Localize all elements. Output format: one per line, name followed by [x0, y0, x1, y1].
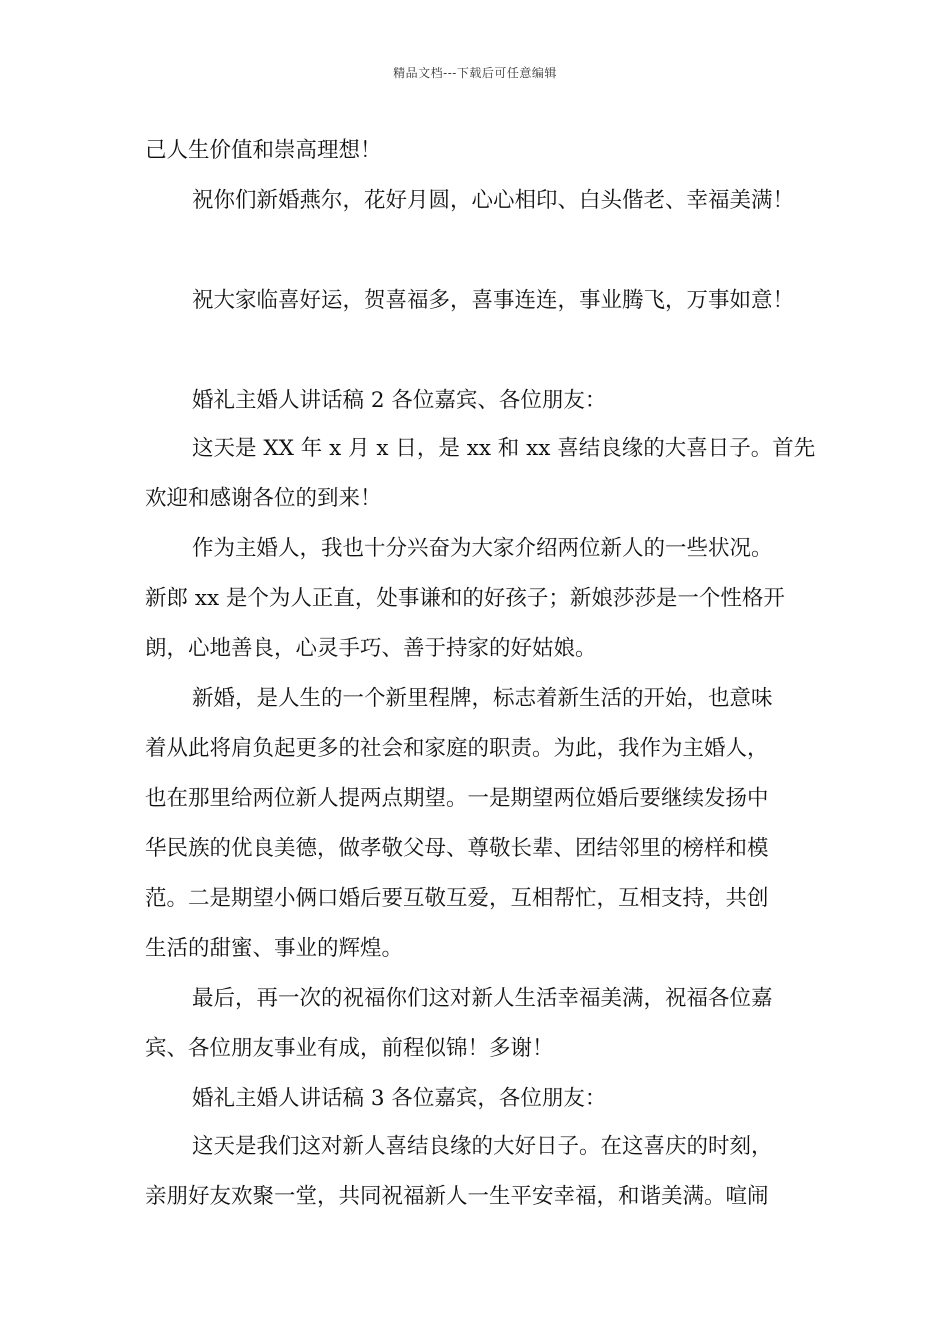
text-line-12: 也在那里给两位新人提两点期望。一是期望两位婚后要继续发扬中 [145, 786, 769, 811]
text-line-2: 祝你们新婚燕尔，花好月圆，心心相印、白头偕老、幸福美满！ [192, 188, 795, 213]
text-line-20: 亲朋好友欢聚一堂，共同祝福新人一生平安幸福，和谐美满。喧闹 [145, 1184, 769, 1209]
text-line-9: 朗，心地善良，心灵手巧、善于持家的好姑娘。 [145, 636, 597, 661]
text-line-14: 范。二是期望小俩口婚后要互敬互爱，互相帮忙，互相支持，共创 [145, 886, 769, 911]
text-line-8: 新郎 xx 是个为人正直，处事谦和的好孩子；新娘莎莎是一个性格开 [145, 586, 785, 611]
text-line-11: 着从此将肩负起更多的社会和家庭的职责。为此，我作为主婚人， [145, 736, 769, 761]
text-line-19: 这天是我们这对新人喜结良缘的大好日子。在这喜庆的时刻， [192, 1134, 773, 1159]
text-line-3: 祝大家临喜好运，贺喜福多，喜事连连，事业腾飞，万事如意！ [192, 288, 795, 313]
text-line-7: 作为主婚人，我也十分兴奋为大家介绍两位新人的一些状况。 [192, 536, 773, 561]
section-heading-2: 婚礼主婚人讲话稿 2 各位嘉宾、各位朋友： [192, 388, 607, 413]
text-line-5: 这天是 XX 年 x 月 x 日，是 xx 和 xx 喜结良缘的大喜日子。首先 [192, 436, 816, 461]
text-line-6: 欢迎和感谢各位的到来！ [145, 486, 382, 511]
text-line-13: 华民族的优良美德，做孝敬父母、尊敬长辈、团结邻里的榜样和模 [145, 836, 769, 861]
text-line-1: 己人生价值和崇高理想！ [145, 138, 382, 163]
text-line-10: 新婚，是人生的一个新里程牌，标志着新生活的开始，也意味 [192, 686, 773, 711]
page-header: 精品文档---下载后可任意编辑 [393, 66, 557, 80]
text-line-15: 生活的甜蜜、事业的辉煌。 [145, 936, 404, 961]
text-line-16: 最后，再一次的祝福你们这对新人生活幸福美满，祝福各位嘉 [192, 986, 773, 1011]
text-line-17: 宾、各位朋友事业有成，前程似锦！多谢！ [145, 1036, 554, 1061]
section-heading-3: 婚礼主婚人讲话稿 3 各位嘉宾，各位朋友： [192, 1086, 607, 1111]
